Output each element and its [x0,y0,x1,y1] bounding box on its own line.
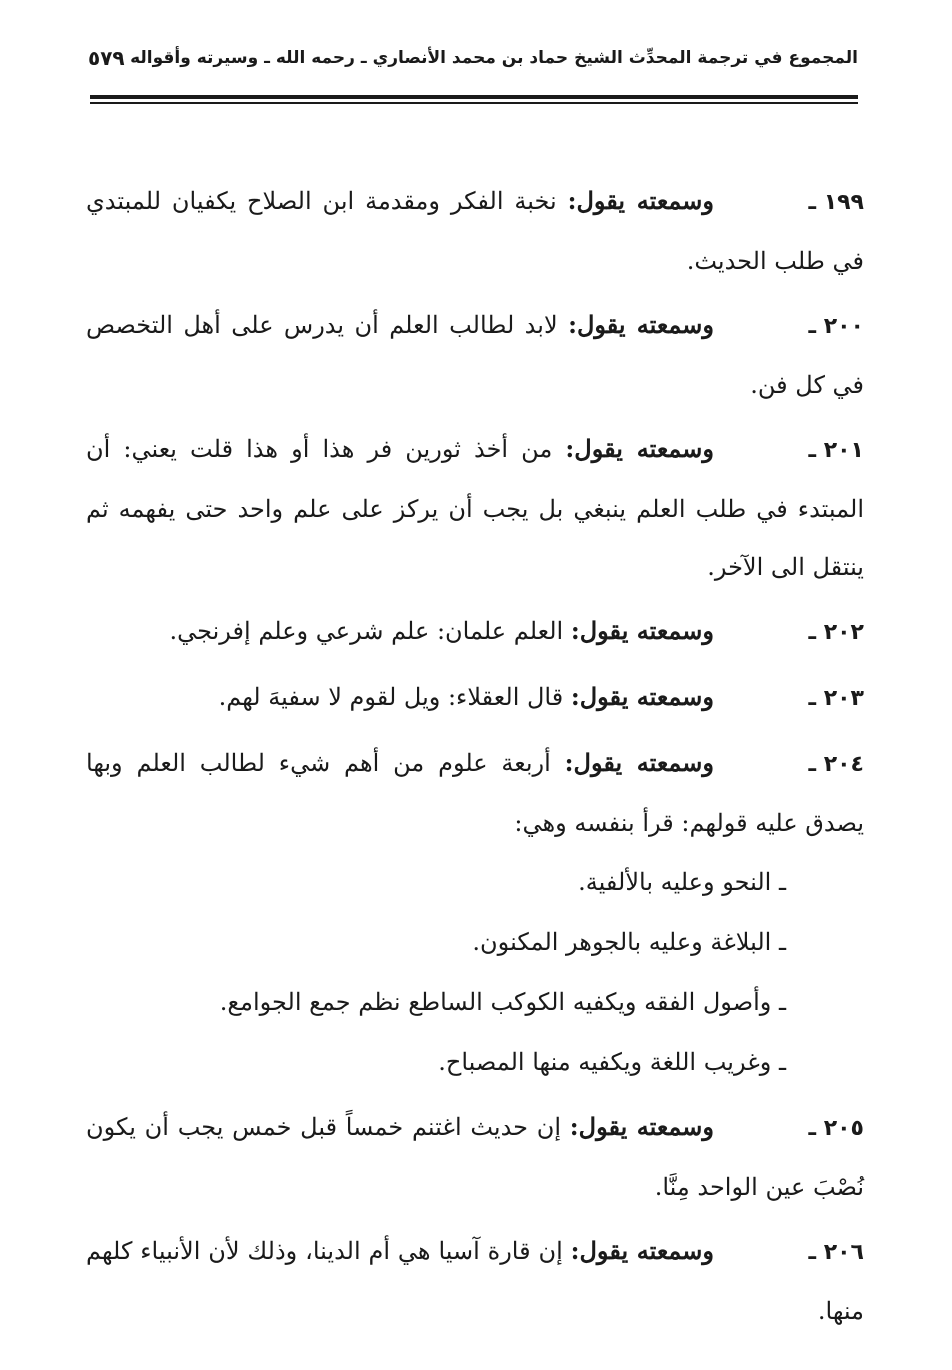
entry-text: أربعة علوم من أهم شيء لطالب العلم وبها يصدق عليه قولهم: قرأ بنفسه وهي: [86,749,864,837]
entry-number: ٢٠٣ ـ [808,686,864,711]
entry-text: العلم علمان: علم شرعي وعلم إفرنجي. [169,617,564,645]
entry-205 [86,1098,864,1216]
entry-lead: وسمعته يقول: [570,616,714,645]
header-rule-thick [90,95,858,99]
header-rule-thin [90,102,858,104]
entry-number: ٢٠٥ ـ [808,1116,864,1141]
page-header [88,40,858,76]
entry-199 [86,172,864,290]
entry-text: من أخذ ثورين فر هذا أو هذا قلت يعني: أن المبتدء في طلب العلم ينبغي بل يجب أن يركز على علم واحد حتى يفهمه ثم ينتقل الى الآخر. [86,435,865,581]
list-item: ـ وأصول الفقه ويكفيه الكوكب الساطع نظم جمع الجوامع. [219,988,786,1016]
entry-204 [86,734,864,1092]
entry-200 [86,296,864,414]
entry-lead: وسمعته يقول: [570,1236,714,1265]
entry-203 [86,668,864,728]
list-item: ـ البلاغة وعليه بالجوهر المكنون. [472,928,786,956]
entry-text: إن حديث اغتنم خمساً قبل خمس يجب أن يكون نُصْبَ عين الواحد مِنَّا. [86,1113,864,1201]
page-body [86,172,864,1346]
list-item: ـ النحو وعليه بالألفية. [578,868,786,896]
entry-lead: وسمعته يقول: [570,682,714,711]
entry-number: ١٩٩ ـ [808,190,864,215]
entry-202 [86,602,864,662]
entry-number: ٢٠٤ ـ [808,752,864,777]
running-title: المجموع في ترجمة المحدِّث الشيخ حماد بن محمد الأنصاري ـ رحمه الله ـ وسيرته وأقواله [130,48,858,68]
entry-lead: وسمعته يقول: [567,186,714,215]
entry-number: ٢٠٢ ـ [808,620,864,645]
entry-number: ٢٠٦ ـ [808,1240,864,1265]
entry-text: لابد لطالب العلم أن يدرس على أهل التخصص في كل فن. [86,311,864,399]
entry-number: ٢٠١ ـ [808,438,864,463]
page-number: ٥٧٩ [88,46,125,70]
entry-lead: وسمعته يقول: [565,434,714,463]
entry-201 [86,420,864,596]
entry-text: إن قارة آسيا هي أم الدينا، وذلك لأن الأنبياء كلهم منها. [86,1237,864,1325]
list-item: ـ وغريب اللغة ويكفيه منها المصباح. [438,1048,786,1076]
entry-lead: وسمعته يقول: [568,310,714,339]
entry-206 [86,1222,864,1340]
entry-lead: وسمعته يقول: [569,1112,714,1141]
entry-text: قال العقلاء: ويل لقوم لا سفيهَ لهم. [218,683,564,711]
entry-number: ٢٠٠ ـ [808,314,864,339]
entry-text: نخبة الفكر ومقدمة ابن الصلاح يكفيان للمبتدي في طلب الحديث. [86,187,864,275]
sciences-list [86,852,864,1092]
entry-lead: وسمعته يقول: [564,748,714,777]
